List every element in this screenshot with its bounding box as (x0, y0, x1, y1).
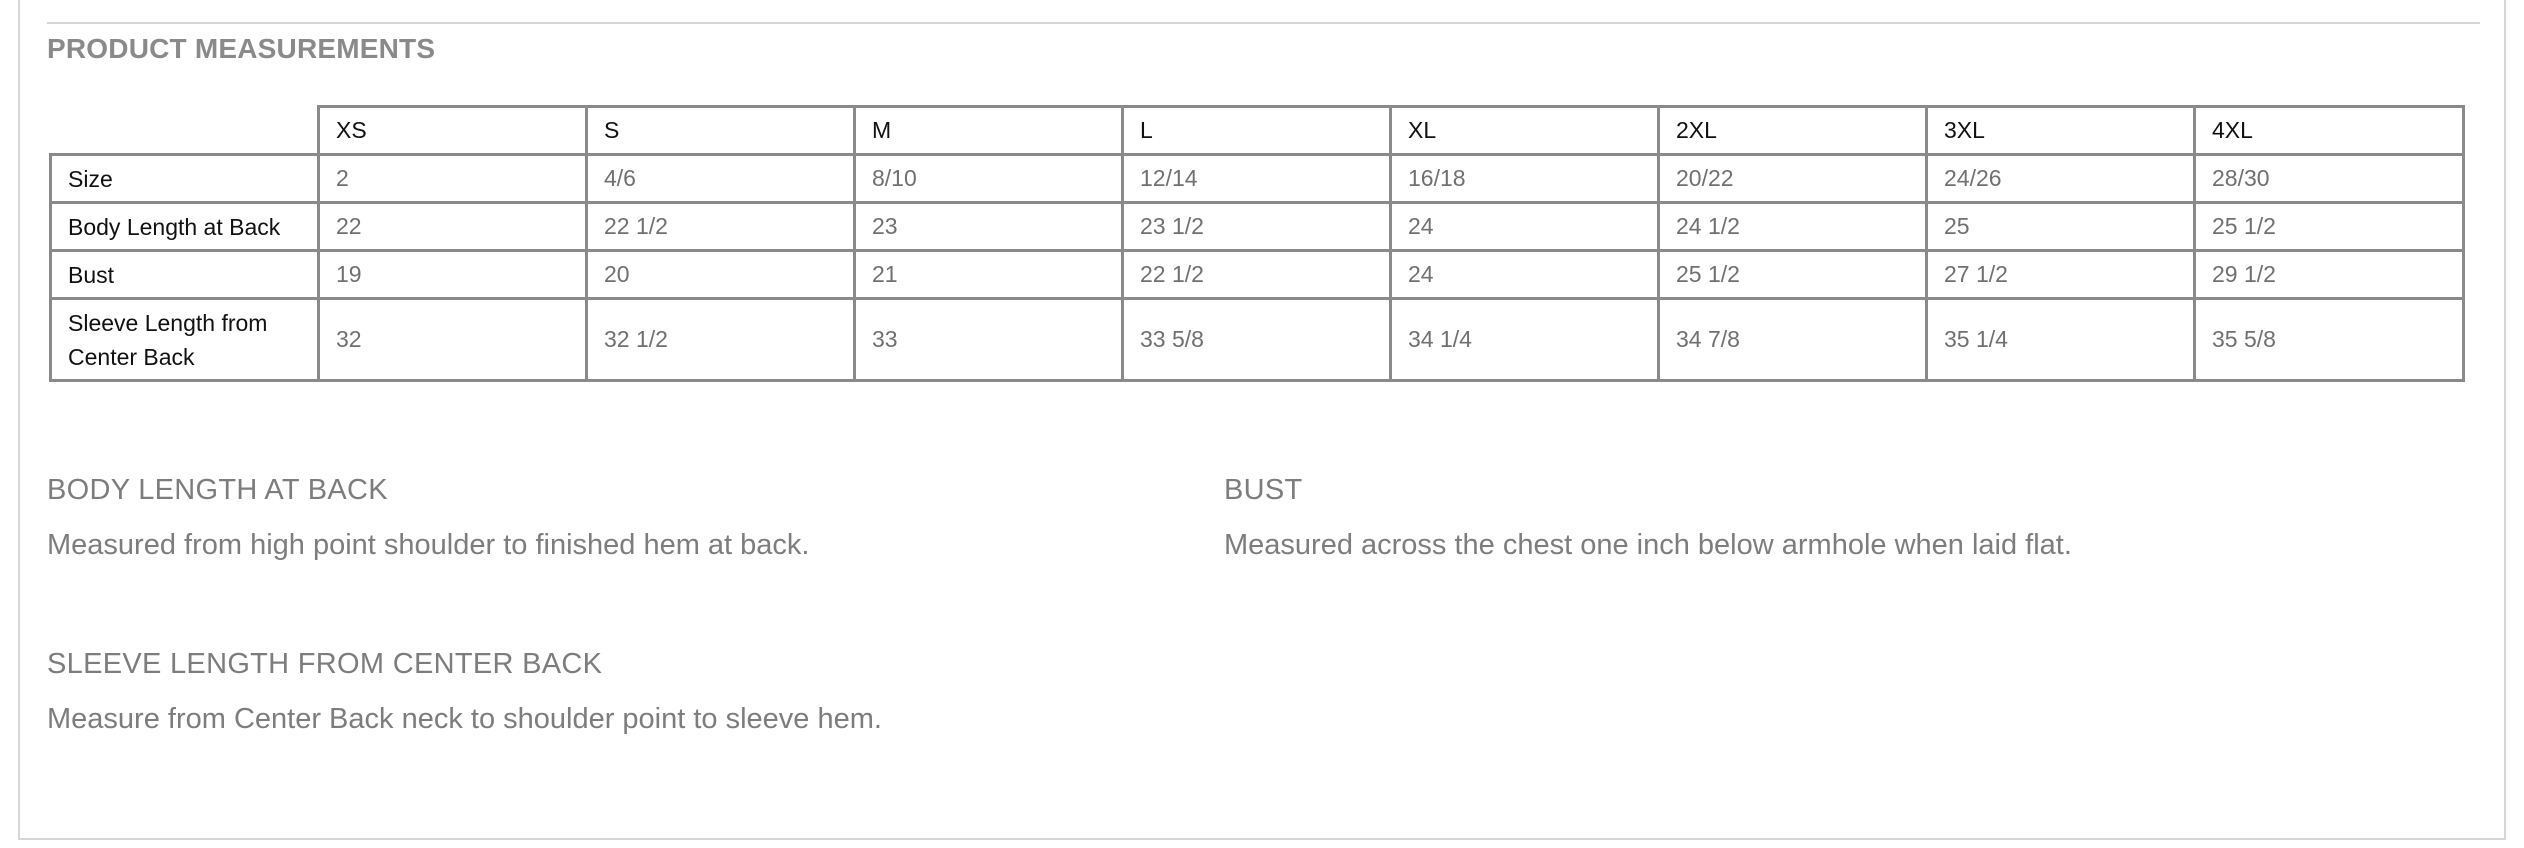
table-cell: 24 (1391, 251, 1659, 299)
header-row (51, 107, 2464, 155)
row-label: Bust (51, 251, 319, 299)
size-chart-table (49, 105, 2465, 382)
definition-text: Measured across the chest one inch below armhole when laid flat. (1224, 529, 2072, 561)
table-row (51, 155, 2464, 203)
definition-title: BODY LENGTH AT BACK (47, 474, 388, 506)
table-cell: 29 1/2 (2195, 251, 2464, 299)
table-cell: 28/30 (2195, 155, 2464, 203)
table-cell: 21 (855, 251, 1123, 299)
table-cell: 2 (319, 155, 587, 203)
table-cell: 33 (855, 299, 1123, 381)
definition-text: Measured from high point shoulder to finished hem at back. (47, 529, 810, 561)
table-cell: 8/10 (855, 155, 1123, 203)
column-header: 2XL (1659, 107, 1927, 155)
table-cell: 27 1/2 (1927, 251, 2195, 299)
column-header: 3XL (1927, 107, 2195, 155)
table-cell: 33 5/8 (1123, 299, 1391, 381)
table-cell: 4/6 (587, 155, 855, 203)
table-row (51, 299, 2464, 381)
table-cell: 22 1/2 (587, 203, 855, 251)
definition-body-length (47, 474, 809, 562)
row-label: Body Length at Back (51, 203, 319, 251)
table-cell: 12/14 (1123, 155, 1391, 203)
definition-title: BUST (1224, 474, 1303, 506)
table-cell: 34 7/8 (1659, 299, 1927, 381)
table-cell: 23 1/2 (1123, 203, 1391, 251)
table-cell: 20/22 (1659, 155, 1927, 203)
table-cell: 19 (319, 251, 587, 299)
table-cell: 32 (319, 299, 587, 381)
table-cell: 34 1/4 (1391, 299, 1659, 381)
definition-sleeve-length (47, 648, 882, 736)
table-cell: 25 (1927, 203, 2195, 251)
table-cell: 22 1/2 (1123, 251, 1391, 299)
column-header: S (587, 107, 855, 155)
table-cell: 24 (1391, 203, 1659, 251)
definition-title: SLEEVE LENGTH FROM CENTER BACK (47, 648, 603, 680)
corner-cell (51, 107, 319, 155)
column-header: M (855, 107, 1123, 155)
table-cell: 23 (855, 203, 1123, 251)
table-cell: 22 (319, 203, 587, 251)
column-header: 4XL (2195, 107, 2464, 155)
table-row (51, 251, 2464, 299)
column-header: XL (1391, 107, 1659, 155)
table-cell: 25 1/2 (1659, 251, 1927, 299)
definition-text: Measure from Center Back neck to shoulder point to sleeve hem. (47, 703, 882, 735)
row-label: Size (51, 155, 319, 203)
table-cell: 24 1/2 (1659, 203, 1927, 251)
table-cell: 25 1/2 (2195, 203, 2464, 251)
section-heading: PRODUCT MEASUREMENTS (47, 33, 436, 64)
top-divider (47, 22, 2480, 24)
column-header: XS (319, 107, 587, 155)
definition-bust (1224, 474, 2072, 562)
table-cell: 35 1/4 (1927, 299, 2195, 381)
table-cell: 16/18 (1391, 155, 1659, 203)
table-cell: 24/26 (1927, 155, 2195, 203)
table-cell: 35 5/8 (2195, 299, 2464, 381)
column-header: L (1123, 107, 1391, 155)
table-cell: 32 1/2 (587, 299, 855, 381)
table-cell: 20 (587, 251, 855, 299)
row-label: Sleeve Length from Center Back (51, 299, 319, 381)
table-row (51, 203, 2464, 251)
